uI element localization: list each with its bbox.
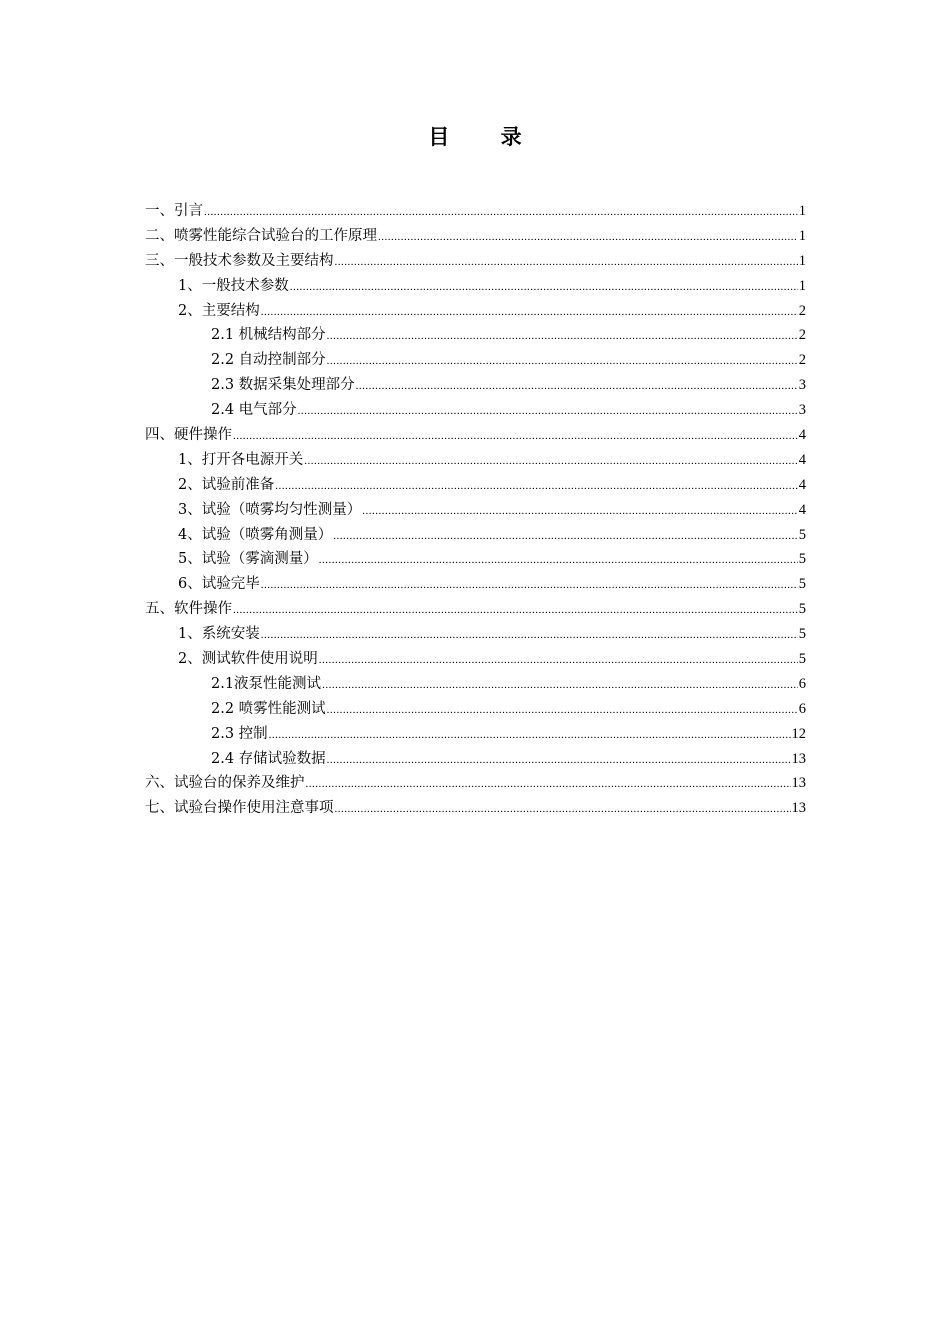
toc-entry[interactable] xyxy=(145,523,806,548)
toc-dot-leader xyxy=(335,797,791,822)
toc-entry-page: 3 xyxy=(798,402,806,419)
toc-entry-page: 6 xyxy=(798,700,806,717)
toc-dot-leader xyxy=(378,225,798,250)
toc-entry-label: 2.2 自动控制部分 xyxy=(211,352,326,369)
toc-dot-leader xyxy=(319,648,798,673)
toc-entry-label: 5、试验（雾滴测量） xyxy=(178,551,318,568)
toc-entry-label: 五、软件操作 xyxy=(145,601,232,618)
toc-entry-page: 4 xyxy=(798,476,806,493)
toc-dot-leader xyxy=(233,598,798,623)
toc-entry-label: 3、试验（喷雾均匀性测量） xyxy=(178,501,362,518)
toc-entry-label: 2.3 数据采集处理部分 xyxy=(211,377,355,394)
toc-entry[interactable] xyxy=(145,697,806,722)
toc-entry-page: 13 xyxy=(791,800,806,817)
toc-entry-label: 2.1液泵性能测试 xyxy=(211,675,322,692)
toc-entry[interactable] xyxy=(145,398,806,423)
toc-entry-page: 5 xyxy=(798,626,806,643)
toc-entry[interactable] xyxy=(145,274,806,299)
toc-entry[interactable] xyxy=(145,722,806,747)
toc-entry[interactable] xyxy=(145,672,806,697)
toc-dot-leader xyxy=(335,250,798,275)
toc-entry-label: 2、试验前准备 xyxy=(178,476,275,493)
toc-entry-label: 二、喷雾性能综合试验台的工作原理 xyxy=(145,227,377,244)
toc-entry-label: 七、试验台操作使用注意事项 xyxy=(145,800,334,817)
toc-dot-leader xyxy=(269,723,791,748)
toc-entry[interactable] xyxy=(145,597,806,622)
toc-entry-page: 5 xyxy=(798,601,806,618)
toc-dot-leader xyxy=(327,349,798,374)
toc-entry-label: 1、打开各电源开关 xyxy=(178,451,304,468)
toc-entry[interactable] xyxy=(145,348,806,373)
toc-entry-page: 4 xyxy=(798,451,806,468)
toc-dot-leader xyxy=(275,474,798,499)
toc-entry[interactable] xyxy=(145,647,806,672)
toc-list xyxy=(145,199,806,821)
toc-entry[interactable] xyxy=(145,498,806,523)
toc-entry-page: 1 xyxy=(798,277,806,294)
toc-entry-label: 四、硬件操作 xyxy=(145,427,232,444)
toc-entry-label: 2、测试软件使用说明 xyxy=(178,651,318,668)
toc-dot-leader xyxy=(233,424,798,449)
toc-entry-label: 一、引言 xyxy=(145,203,203,219)
toc-entry[interactable] xyxy=(145,747,806,772)
toc-entry-page: 1 xyxy=(798,227,806,244)
toc-dot-leader xyxy=(261,573,798,598)
toc-entry-page: 13 xyxy=(791,750,806,767)
toc-entry-label: 1、系统安装 xyxy=(178,626,260,643)
toc-entry-page: 6 xyxy=(798,675,806,692)
toc-dot-leader xyxy=(298,399,798,424)
toc-dot-leader xyxy=(333,524,798,549)
toc-entry[interactable] xyxy=(145,323,806,348)
toc-entry[interactable] xyxy=(145,771,806,796)
toc-dot-leader xyxy=(356,374,798,399)
toc-entry[interactable] xyxy=(145,473,806,498)
toc-entry-page: 5 xyxy=(798,576,806,593)
toc-entry[interactable] xyxy=(145,249,806,274)
toc-entry-page: 13 xyxy=(791,775,806,792)
toc-entry[interactable] xyxy=(145,199,806,224)
toc-entry-label: 2.4 电气部分 xyxy=(211,402,297,419)
toc-dot-leader xyxy=(327,324,798,349)
toc-dot-leader xyxy=(306,772,791,797)
toc-entry-label: 6、试验完毕 xyxy=(178,576,260,593)
toc-entry-label: 2.1 机械结构部分 xyxy=(211,327,326,344)
toc-entry-label: 2.4 存储试验数据 xyxy=(211,750,326,767)
toc-entry-page: 4 xyxy=(798,501,806,518)
toc-entry-label: 六、试验台的保养及维护 xyxy=(145,775,305,792)
toc-entry-label: 2、主要结构 xyxy=(178,302,260,319)
toc-dot-leader xyxy=(204,200,798,225)
toc-entry-label: 4、试验（喷雾角测量） xyxy=(178,526,333,543)
toc-entry-page: 2 xyxy=(798,302,806,319)
toc-entry[interactable] xyxy=(145,448,806,473)
toc-dot-leader xyxy=(261,300,798,325)
toc-entry[interactable] xyxy=(145,572,806,597)
toc-entry[interactable] xyxy=(145,373,806,398)
toc-entry-page: 2 xyxy=(798,327,806,344)
toc-dot-leader xyxy=(362,499,798,524)
toc-dot-leader xyxy=(322,673,798,698)
toc-entry[interactable] xyxy=(145,423,806,448)
toc-dot-leader xyxy=(319,548,798,573)
toc-dot-leader xyxy=(304,449,798,474)
toc-entry[interactable] xyxy=(145,622,806,647)
toc-entry[interactable] xyxy=(145,547,806,572)
toc-entry-page: 5 xyxy=(798,526,806,543)
toc-dot-leader xyxy=(327,748,791,773)
toc-dot-leader xyxy=(290,275,798,300)
toc-entry[interactable] xyxy=(145,299,806,324)
toc-dot-leader xyxy=(261,623,798,648)
toc-entry-page: 5 xyxy=(798,651,806,668)
toc-title: 目 录 xyxy=(428,125,544,149)
toc-entry[interactable] xyxy=(145,224,806,249)
toc-entry-label: 1、一般技术参数 xyxy=(178,277,289,294)
toc-entry-label: 三、一般技术参数及主要结构 xyxy=(145,252,334,269)
toc-entry-page: 4 xyxy=(798,427,806,444)
toc-entry-label: 2.2 喷雾性能测试 xyxy=(211,700,326,717)
toc-entry-page: 5 xyxy=(798,551,806,568)
toc-entry-page: 3 xyxy=(798,377,806,394)
toc-entry-page: 1 xyxy=(798,252,806,269)
toc-entry-label: 2.3 控制 xyxy=(211,725,268,742)
toc-entry[interactable] xyxy=(145,796,806,821)
toc-entry-page: 2 xyxy=(798,352,806,369)
toc-entry-page: 1 xyxy=(798,203,806,219)
toc-entry-page: 12 xyxy=(791,725,806,742)
toc-dot-leader xyxy=(327,698,798,723)
